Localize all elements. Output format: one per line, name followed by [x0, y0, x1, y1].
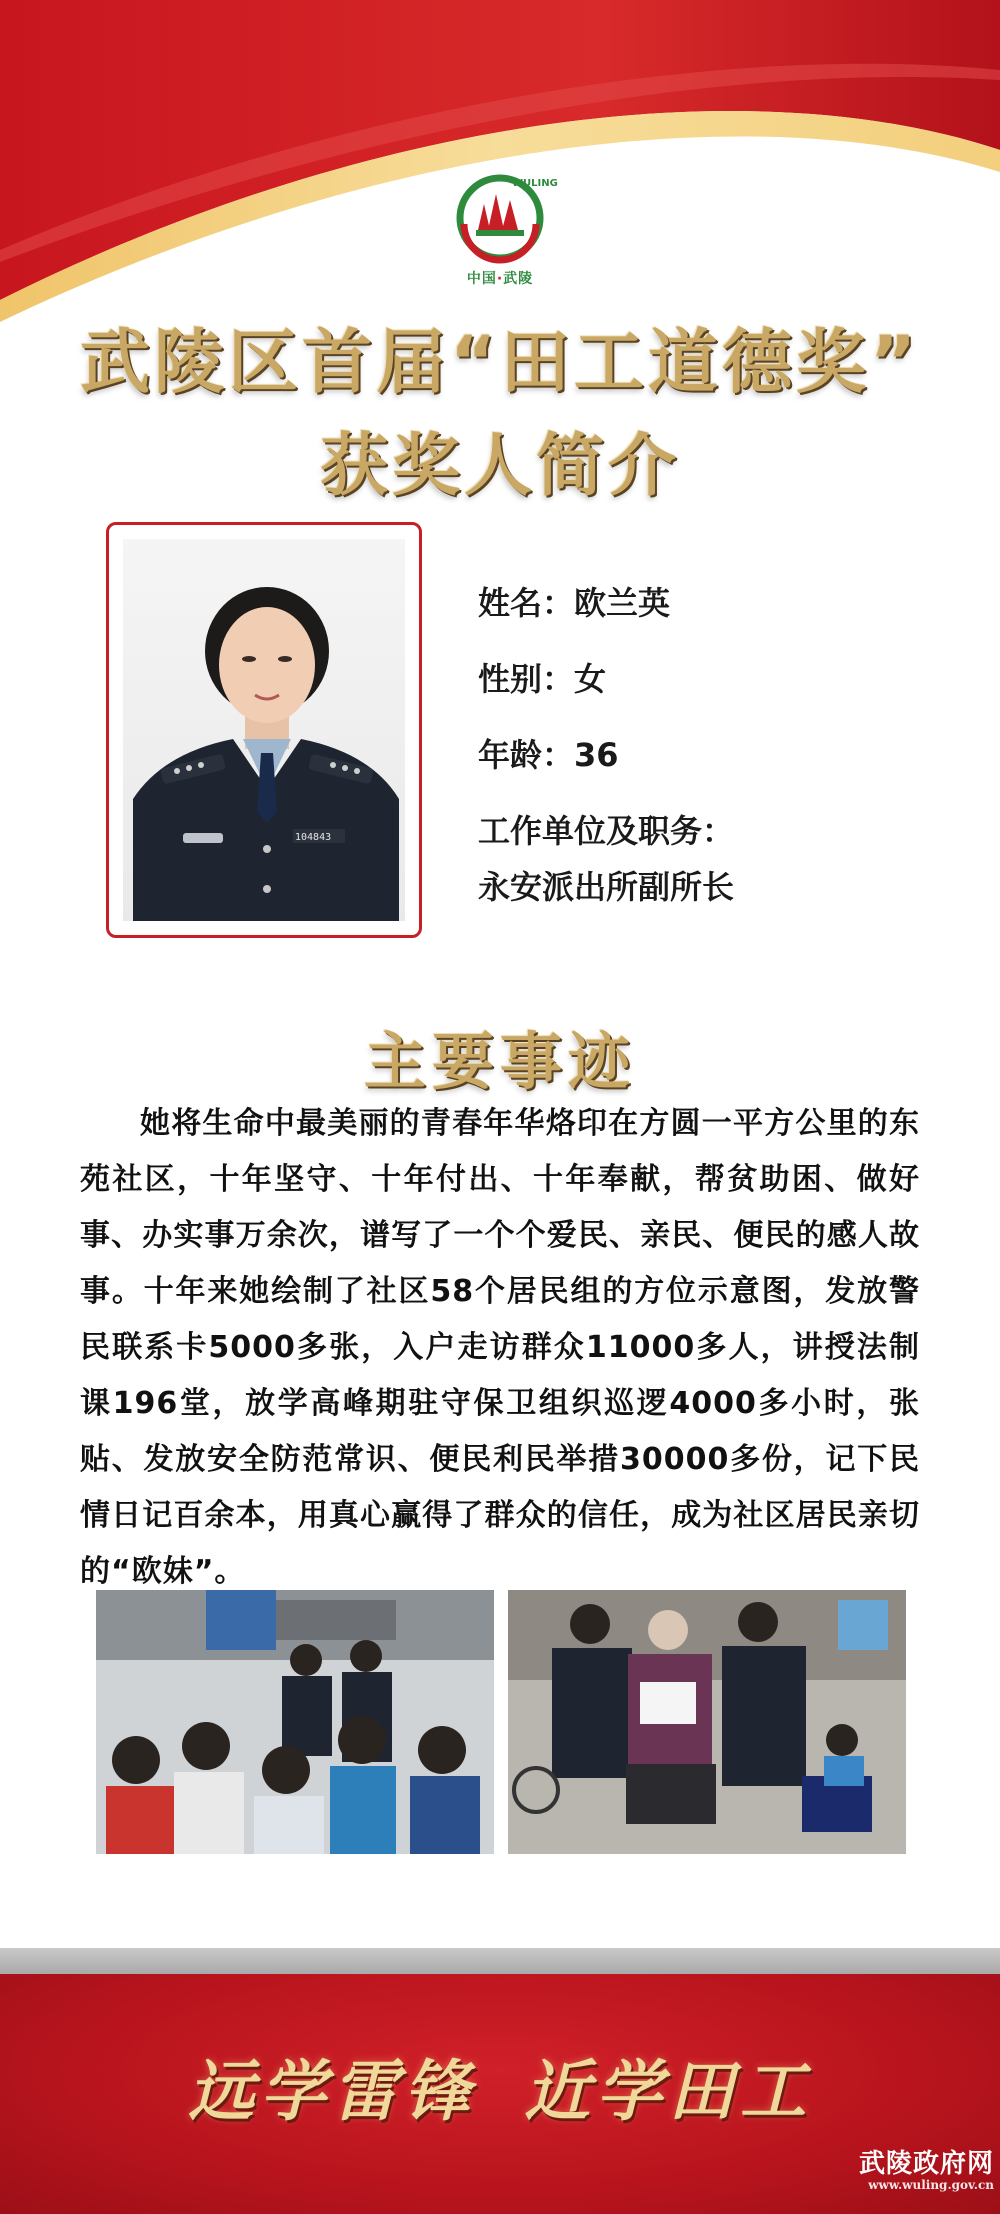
scene-photo-elder-visit [508, 1590, 906, 1854]
badge-number: 104843 [295, 832, 332, 843]
watermark-name: 武陵政府网 [858, 2149, 994, 2179]
page-title: 武陵区首届“田工道德奖” [79, 321, 920, 403]
name-label: 姓名： [478, 584, 575, 622]
site-watermark [859, 2143, 994, 2192]
section-title: 主要事迹 [363, 1025, 636, 1098]
gender-label: 性别： [478, 660, 575, 698]
gender-row [478, 654, 958, 730]
logo-caption-right: 武陵 [503, 271, 534, 287]
age-label: 年龄： [478, 736, 575, 774]
footer-slogan [0, 2038, 1000, 2133]
logo-caption-left: 中国 [466, 271, 497, 287]
logo-mark-text: WULING [512, 178, 558, 189]
story-text [80, 1096, 920, 1600]
logo-caption [446, 268, 554, 288]
wuling-logo [446, 170, 558, 296]
slogan-left: 远学雷锋 [188, 2052, 476, 2130]
wuling-emblem-icon [452, 170, 558, 266]
gender-value: 女 [574, 660, 607, 698]
job-label: 工作单位及职务： [478, 812, 735, 850]
name-row [478, 578, 958, 654]
logo-caption-sep: · [496, 271, 504, 287]
profile-info [478, 578, 958, 908]
job-value: 永安派出所副所长 [478, 868, 735, 906]
story-paragraph: 她将生命中最美丽的青春年华烙印在方圆一平方公里的东苑社区，十年坚守、十年付出、十年奉献，帮贫助困、做好事、办实事万余次，谱写了一个个爱民、亲民、便民的感人故事。十年来她绘制了社区58个居民组的方位示意图，发放警民联系卡5000多张，入户走访群众11000多人，讲授法制课196堂，放学高峰期驻守保卫组织巡逻4000多小时，张贴、发放安全防范常识、便民利民举措30000多份，记下民情日记百余本，用真心赢得了群众的信任，成为社区居民亲切的“欧妹”。 [80, 1106, 920, 1589]
slogan-right: 近学田工 [524, 2052, 812, 2130]
portrait-photo [123, 539, 405, 921]
page-subtitle: 获奖人简介 [319, 427, 680, 506]
watermark-url: www.wuling.gov.cn [868, 2178, 994, 2192]
age-row [478, 730, 958, 806]
age-value: 36 [574, 736, 619, 774]
divider-strip [0, 1948, 1000, 1974]
portrait-frame [106, 522, 422, 938]
name-value: 欧兰英 [574, 584, 671, 622]
scene-photo-children [96, 1590, 494, 1854]
